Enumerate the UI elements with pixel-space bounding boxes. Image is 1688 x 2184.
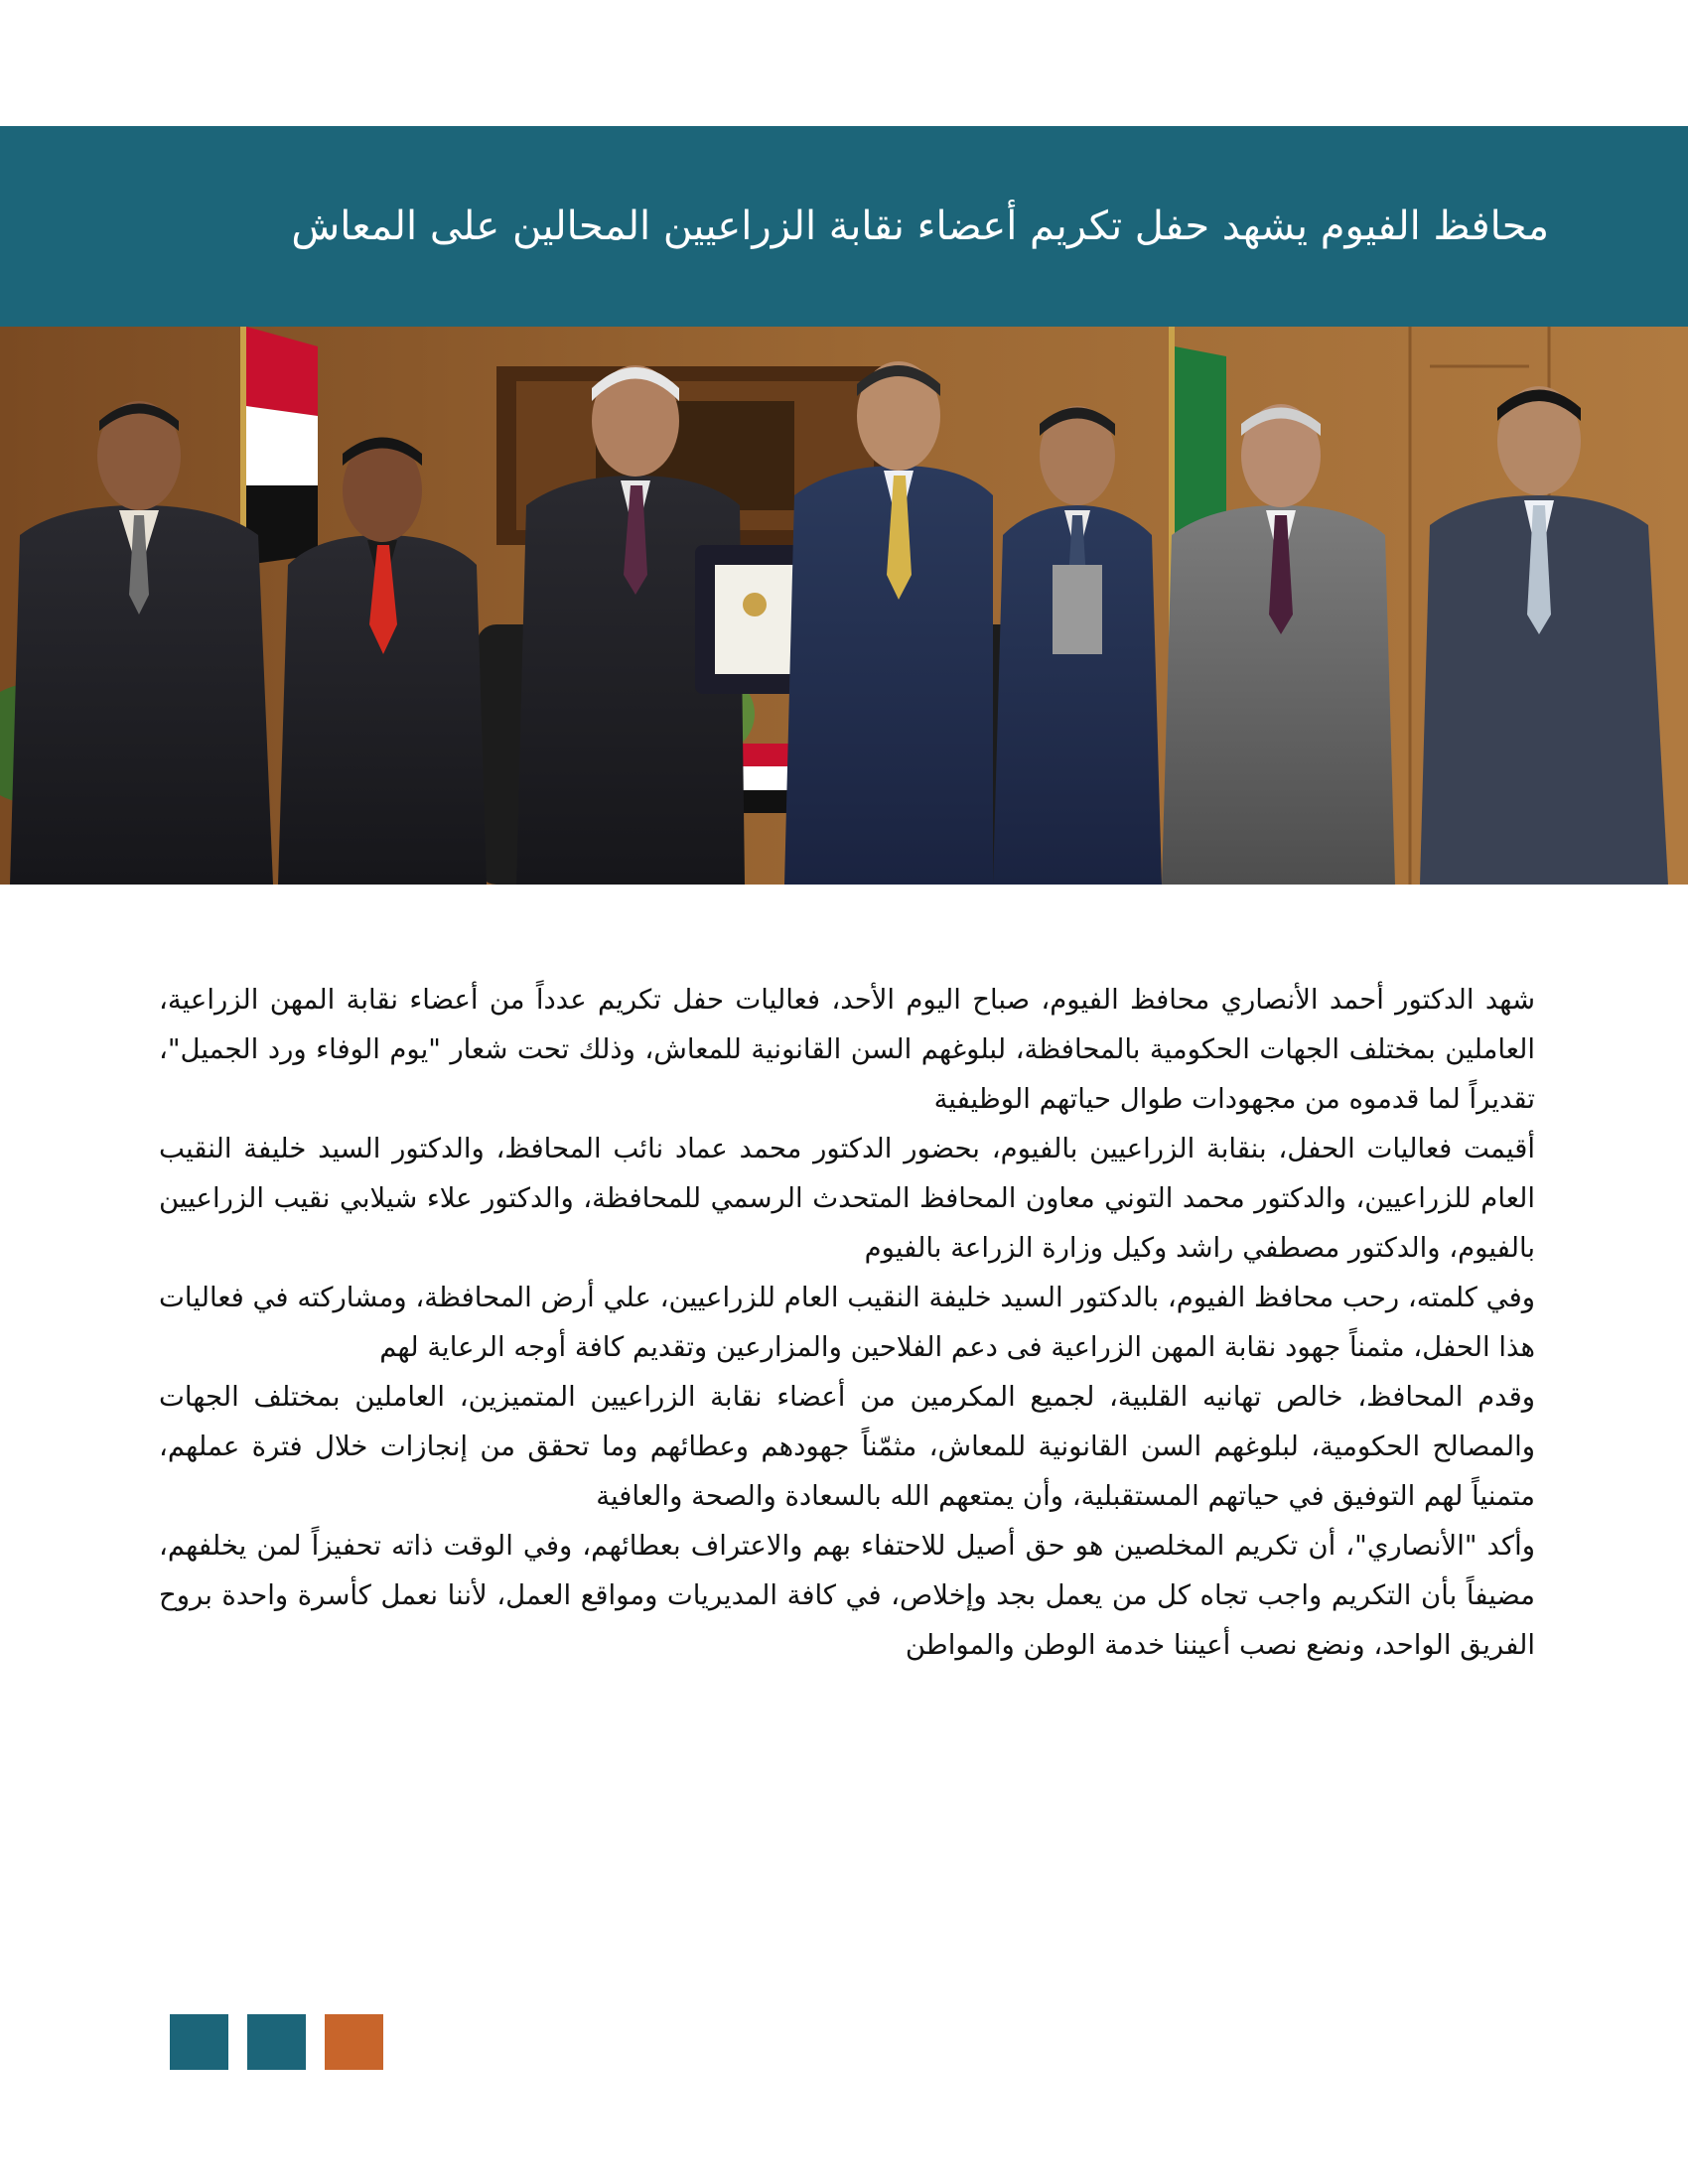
teal-square xyxy=(247,2014,306,2070)
footer-decoration xyxy=(170,2014,383,2070)
paragraph-5: وأكد "الأنصاري"، أن تكريم المخلصين هو حق أصيل للاحتفاء بهم والاعتراف بعطائهم، وفي الوقت ذاته تحفيزاً لمن يخلفهم، مضيفاً بأن التكريم واجب تجاه كل من يعمل بجد وإخلاص، في كافة المديريات ومواقع العمل، لأننا نعمل كأسرة واحدة بروح الفريق الواحد، ونضع نصب أعيننا خدمة الوطن والمواطن xyxy=(159,1530,1535,1661)
teal-square xyxy=(170,2014,228,2070)
article-body xyxy=(159,975,1535,1670)
paragraph-2: أقيمت فعاليات الحفل، بنقابة الزراعيين بالفيوم، بحضور الدكتور محمد عماد نائب المحافظ، والدكتور السيد خليفة النقيب العام للزراعيين، والدكتور محمد التوني معاون المحافظ المتحدث الرسمي للمحافظة، والدكتور علاء شيلابي نقيب الزراعيين بالفيوم، والدكتور مصطفي راشد وكيل وزارة الزراعة بالفيوم xyxy=(159,1133,1535,1264)
article-photo xyxy=(0,327,1688,885)
title-banner xyxy=(0,126,1688,327)
paragraph-4: وقدم المحافظ، خالص تهانيه القلبية، لجميع المكرمين من أعضاء نقابة الزراعيين المتميزين، العاملين بمختلف الجهات والمصالح الحكومية، لبلوغهم السن القانونية للمعاش، مثمّناً جهودهم وعطائهم وما تحقق من إنجازات خلال فترة عملهم، متمنياً لهم التوفيق في حياتهم المستقبلية، وأن يمتعهم الله بالسعادة والصحة والعافية xyxy=(159,1381,1535,1512)
paragraph-1: شهد الدكتور أحمد الأنصاري محافظ الفيوم، صباح اليوم الأحد، فعاليات حفل تكريم عدداً من أعضاء نقابة المهن الزراعية، العاملين بمختلف الجهات الحكومية بالمحافظة، لبلوغهم السن القانونية للمعاش، وذلك تحت شعار "يوم الوفاء ورد الجميل"، تقديراً لما قدموه من مجهودات طوال حياتهم الوظيفية xyxy=(159,984,1535,1115)
paragraph-3: وفي كلمته، رحب محافظ الفيوم، بالدكتور السيد خليفة النقيب العام للزراعيين، علي أرض المحافظة، ومشاركته في فعاليات هذا الحفل، مثمناً جهود نقابة المهن الزراعية فى دعم الفلاحين والمزارعين وتقديم كافة أوجه الرعاية لهم xyxy=(159,1282,1535,1363)
article-title: محافظ الفيوم يشهد حفل تكريم أعضاء نقابة الزراعيين المحالين على المعاش xyxy=(291,204,1549,249)
orange-square xyxy=(325,2014,383,2070)
